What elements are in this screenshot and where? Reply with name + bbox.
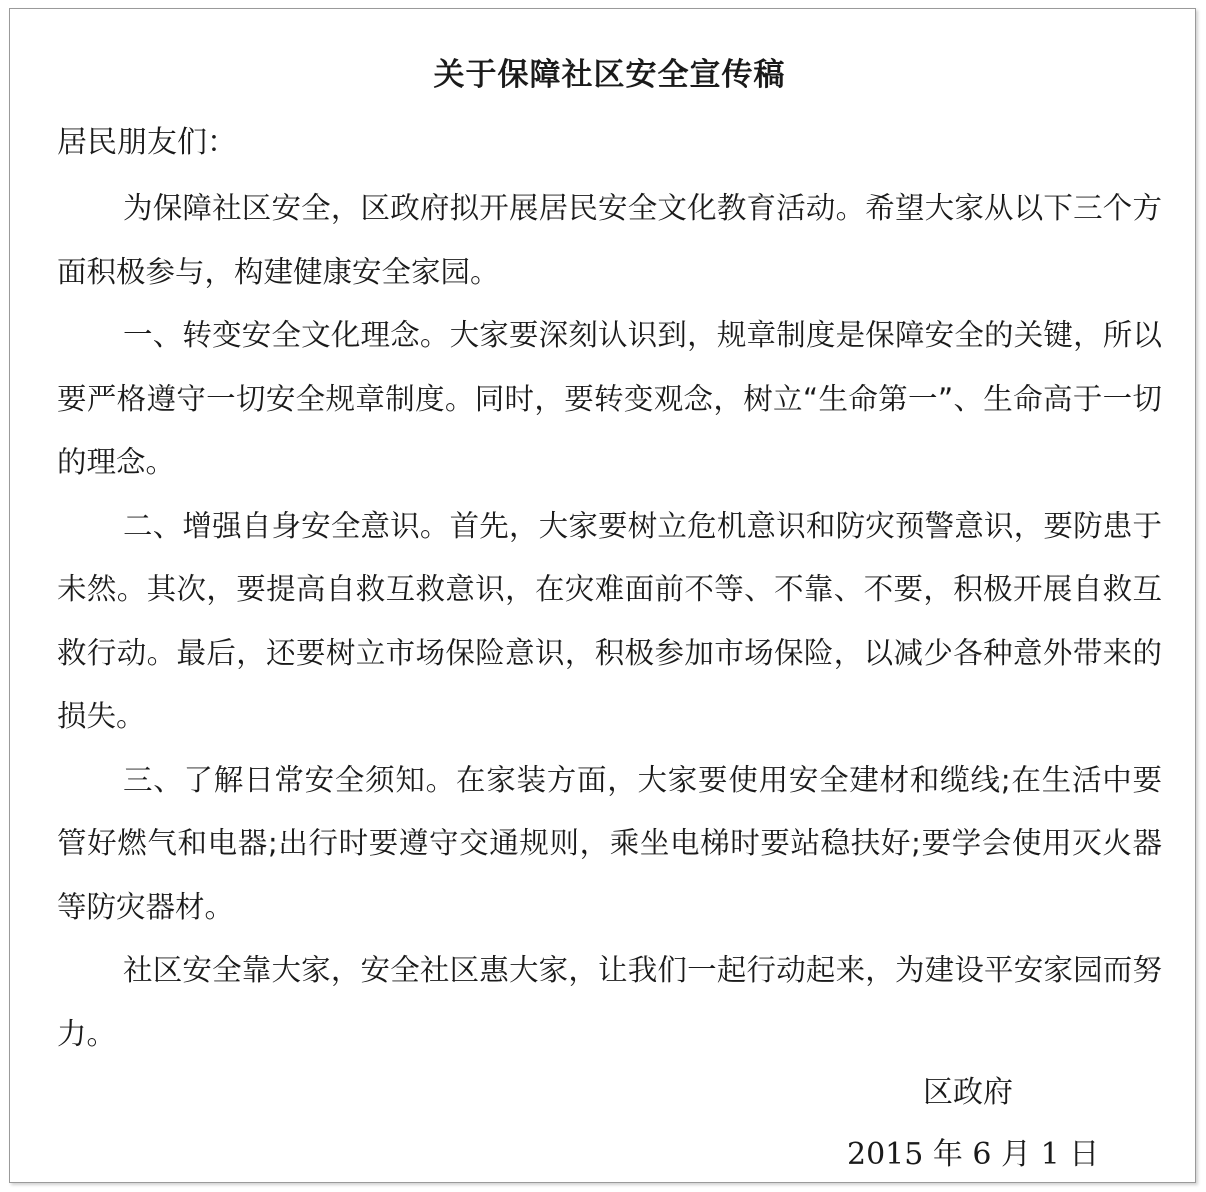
document-page xyxy=(9,8,1196,1183)
paragraph-point-three: 三、了解日常安全须知。在家装方面，大家要使用安全建材和缆线;在生活中要管好燃气和电器;出行时要遵守交通规则，乘坐电梯时要站稳扶好;要学会使用灭火器等防灾器材。 xyxy=(57,762,1162,924)
paragraph-list xyxy=(57,177,1162,1066)
paragraph-point-one: 一、转变安全文化理念。大家要深刻认识到，规章制度是保障安全的关键，所以要严格遵守一切安全规章制度。同时，要转变观念，树立“生命第一”、生命高于一切的理念。 xyxy=(57,318,1162,479)
document-title: 关于保障社区安全宣传稿 xyxy=(433,57,786,93)
paragraph-intro: 为保障社区安全，区政府拟开展居民安全文化教育活动。希望大家从以下三个方面积极参与，构建健康安全家园。 xyxy=(57,191,1162,289)
salutation: 居民朋友们： xyxy=(57,125,237,160)
signer: 区政府 xyxy=(923,1075,1013,1110)
paragraph-point-two: 二、增强自身安全意识。首先，大家要树立危机意识和防灾预警意识，要防患于未然。其次，要提高自救互救意识，在灾难面前不等、不靠、不要，积极开展自救互救行动。最后，还要树立市场保险意识，积极参加市场保险，以减少各种意外带来的损失。 xyxy=(57,508,1162,733)
document-date: 2015 年 6 月 1 日 xyxy=(847,1137,1100,1172)
paragraph-closing: 社区安全靠大家，安全社区惠大家，让我们一起行动起来，为建设平安家园而努力。 xyxy=(57,953,1162,1051)
